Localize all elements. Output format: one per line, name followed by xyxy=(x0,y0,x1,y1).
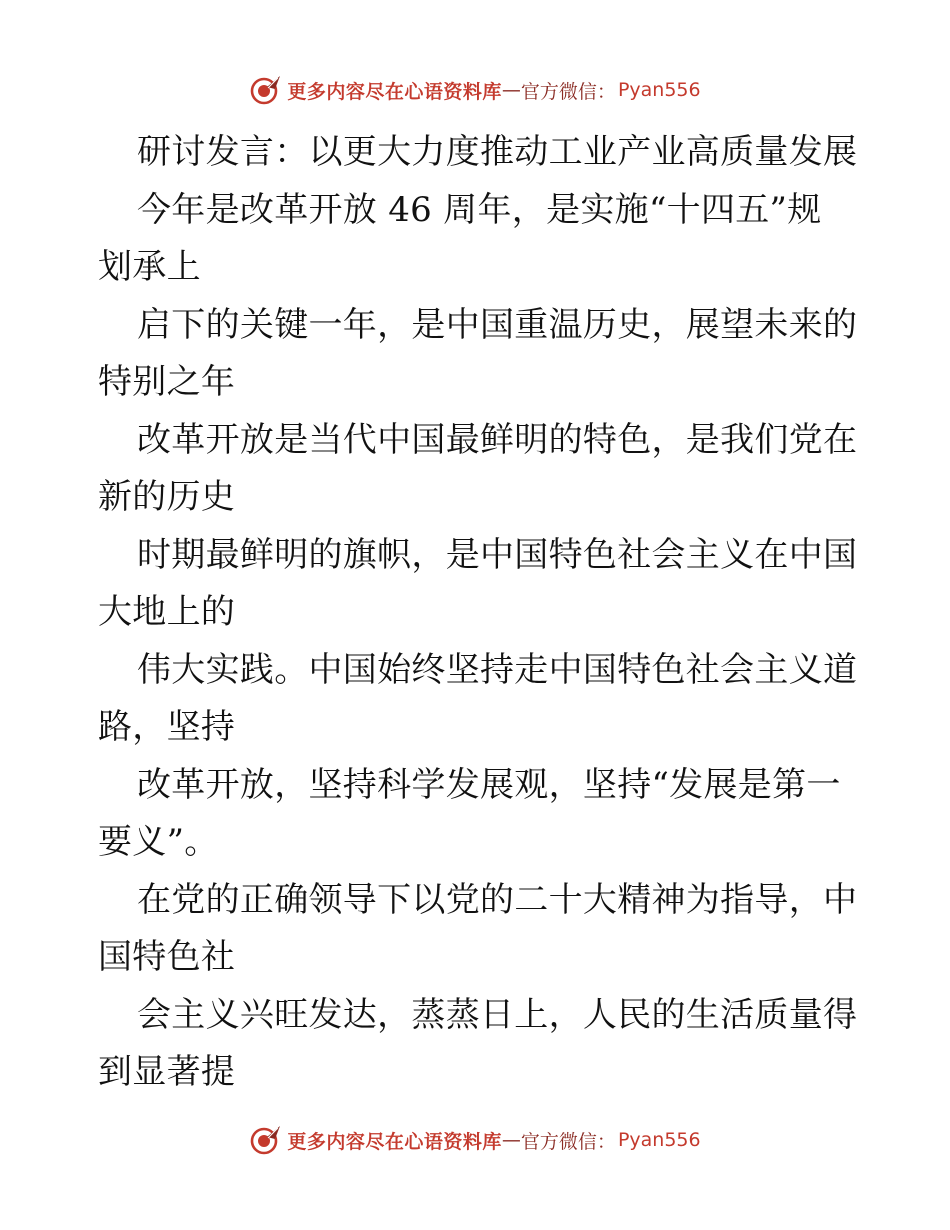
document-line: 新的历史 xyxy=(98,477,236,517)
document-line: 在党的正确领导下以党的二十大精神为指导，中 xyxy=(137,879,858,920)
banner-wechat-id: Pyan556 xyxy=(617,1129,701,1151)
banner-dash: — xyxy=(501,79,521,101)
document-line: 划承上 xyxy=(98,247,201,287)
document-line: 会主义兴旺发达，蒸蒸日上，人民的生活质量得 xyxy=(137,994,858,1035)
document-line: 改革开放是当代中国最鲜明的特色，是我们党在 xyxy=(137,419,858,460)
document-line: 要义”。 xyxy=(98,822,219,862)
document-line: 改革开放，坚持科学发展观，坚持“发展是第一 xyxy=(137,764,841,805)
document-body xyxy=(98,124,858,1102)
banner-main-text: 更多内容尽在心语资料库 xyxy=(287,80,502,103)
document-line: 伟大实践。中国始终坚持走中国特色社会主义道 xyxy=(137,649,858,690)
document-line: 时期最鲜明的旗帜，是中国特色社会主义在中国 xyxy=(137,534,858,575)
banner-main-text: 更多内容尽在心语资料库 xyxy=(287,1130,502,1153)
banner-dash: — xyxy=(501,1129,521,1151)
pen-nib-logo-icon xyxy=(249,1123,283,1157)
document-line: 到显著提 xyxy=(98,1052,236,1092)
document-line: 研讨发言：以更大力度推动工业产业高质量发展 xyxy=(137,132,858,172)
document-line: 国特色社 xyxy=(98,937,236,977)
footer-banner xyxy=(0,1120,950,1160)
header-banner xyxy=(0,70,950,110)
banner-sub-text: 官方微信： xyxy=(520,80,616,103)
banner-sub-text: 官方微信： xyxy=(520,1130,616,1153)
document-line: 今年是改革开放 46 周年，是实施“十四五”规 xyxy=(137,189,822,230)
document-line: 大地上的 xyxy=(98,592,236,632)
document-line: 启下的关键一年，是中国重温历史，展望未来的 xyxy=(137,304,858,345)
document-line: 特别之年 xyxy=(98,362,236,402)
banner-wechat-id: Pyan556 xyxy=(617,79,701,101)
pen-nib-logo-icon xyxy=(249,73,283,107)
document-line: 路，坚持 xyxy=(98,707,236,747)
